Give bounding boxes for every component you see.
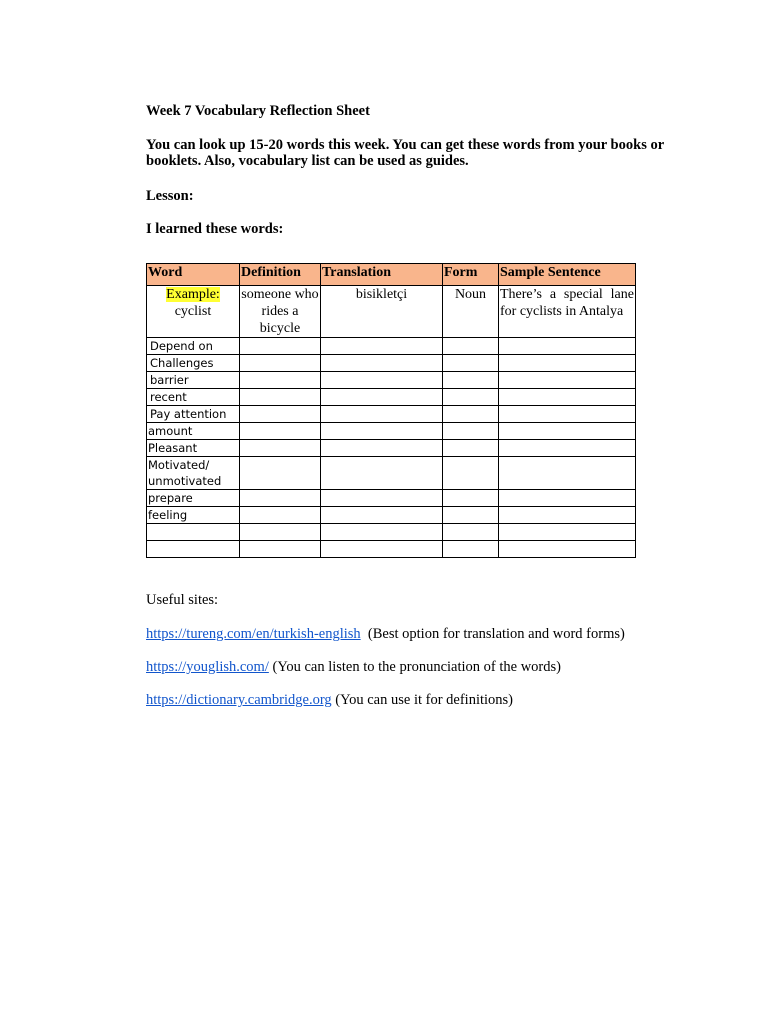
empty-cell [443, 406, 499, 423]
site-note: (You can listen to the pronunciation of the words) [272, 659, 561, 675]
table-row [147, 406, 636, 423]
empty-cell [443, 541, 499, 558]
empty-cell [443, 338, 499, 355]
empty-cell [321, 423, 443, 440]
site-link-tureng[interactable]: https://tureng.com/en/turkish-english [146, 626, 361, 642]
word-cell: amount [147, 423, 240, 440]
empty-cell [443, 507, 499, 524]
table-row [147, 541, 636, 558]
empty-cell [321, 338, 443, 355]
empty-cell [321, 507, 443, 524]
empty-cell [443, 372, 499, 389]
header-form: Form [443, 264, 499, 286]
table-row [147, 372, 636, 389]
example-sentence: There’s a special lane for cyclists in Antalya [499, 286, 636, 338]
header-translation: Translation [321, 264, 443, 286]
word-cell [147, 524, 240, 541]
word-cell: barrier [147, 372, 240, 389]
site-line [146, 626, 625, 642]
empty-cell [240, 406, 321, 423]
site-link-cambridge[interactable]: https://dictionary.cambridge.org [146, 692, 332, 708]
word-cell: Motivated/ unmotivated [147, 457, 240, 490]
empty-cell [499, 524, 636, 541]
empty-cell [499, 423, 636, 440]
site-line [146, 659, 561, 675]
empty-cell [443, 524, 499, 541]
empty-cell [240, 338, 321, 355]
empty-cell [499, 490, 636, 507]
empty-cell [240, 440, 321, 457]
word-cell [147, 541, 240, 558]
table-row [147, 389, 636, 406]
word-cell: feeling [147, 507, 240, 524]
empty-cell [443, 490, 499, 507]
empty-cell [321, 541, 443, 558]
empty-cell [321, 524, 443, 541]
site-line [146, 692, 513, 708]
empty-cell [321, 406, 443, 423]
site-note: (You can use it for definitions) [335, 692, 514, 708]
table-header-row [147, 264, 636, 286]
header-word: Word [147, 264, 240, 286]
empty-cell [240, 457, 321, 490]
empty-cell [240, 372, 321, 389]
word-cell: Pleasant [147, 440, 240, 457]
example-word: cyclist [174, 304, 212, 319]
word-cell: prepare [147, 490, 240, 507]
empty-cell [321, 355, 443, 372]
example-row [147, 286, 636, 338]
empty-cell [443, 457, 499, 490]
empty-cell [321, 389, 443, 406]
sheet-title: Week 7 Vocabulary Reflection Sheet [146, 103, 370, 119]
table-row [147, 355, 636, 372]
empty-cell [321, 457, 443, 490]
example-word-cell [147, 286, 240, 338]
empty-cell [240, 507, 321, 524]
word-cell: Pay attention [147, 406, 240, 423]
empty-cell [321, 490, 443, 507]
empty-cell [240, 541, 321, 558]
word-cell: Challenges [147, 355, 240, 372]
header-definition: Definition [240, 264, 321, 286]
empty-cell [499, 440, 636, 457]
site-note: (Best option for translation and word forms) [367, 626, 625, 642]
lesson-label: Lesson: [146, 188, 194, 204]
empty-cell [240, 524, 321, 541]
site-link-youglish[interactable]: https://youglish.com/ [146, 659, 269, 675]
empty-cell [240, 490, 321, 507]
example-definition: someone who rides a bicycle [241, 287, 319, 336]
empty-cell [499, 406, 636, 423]
table-row [147, 524, 636, 541]
example-form: Noun [443, 286, 499, 338]
empty-cell [499, 541, 636, 558]
useful-sites-label: Useful sites: [146, 592, 219, 608]
word-cell: Depend on [147, 338, 240, 355]
empty-cell [499, 338, 636, 355]
empty-cell [499, 457, 636, 490]
table-row [147, 423, 636, 440]
empty-cell [443, 389, 499, 406]
example-label: Example: [166, 287, 220, 302]
empty-cell [499, 355, 636, 372]
empty-cell [443, 440, 499, 457]
word-cell: recent [147, 389, 240, 406]
table-row [147, 457, 636, 490]
empty-cell [240, 355, 321, 372]
empty-cell [240, 389, 321, 406]
intro-text: You can look up 15-20 words this week. You can get these words from your books or booklets. Also, vocabulary list can be used as guides. [146, 137, 664, 169]
table-row [147, 507, 636, 524]
table-row [147, 490, 636, 507]
table-row [147, 338, 636, 355]
empty-cell [499, 372, 636, 389]
empty-cell [321, 440, 443, 457]
learned-label: I learned these words: [146, 221, 284, 237]
empty-cell [443, 355, 499, 372]
example-translation: bisikletçi [321, 286, 443, 338]
empty-cell [499, 507, 636, 524]
empty-cell [443, 423, 499, 440]
empty-cell [240, 423, 321, 440]
header-sample-sentence: Sample Sentence [499, 264, 636, 286]
table-row [147, 440, 636, 457]
empty-cell [321, 372, 443, 389]
vocabulary-table [146, 263, 636, 558]
empty-cell [499, 389, 636, 406]
